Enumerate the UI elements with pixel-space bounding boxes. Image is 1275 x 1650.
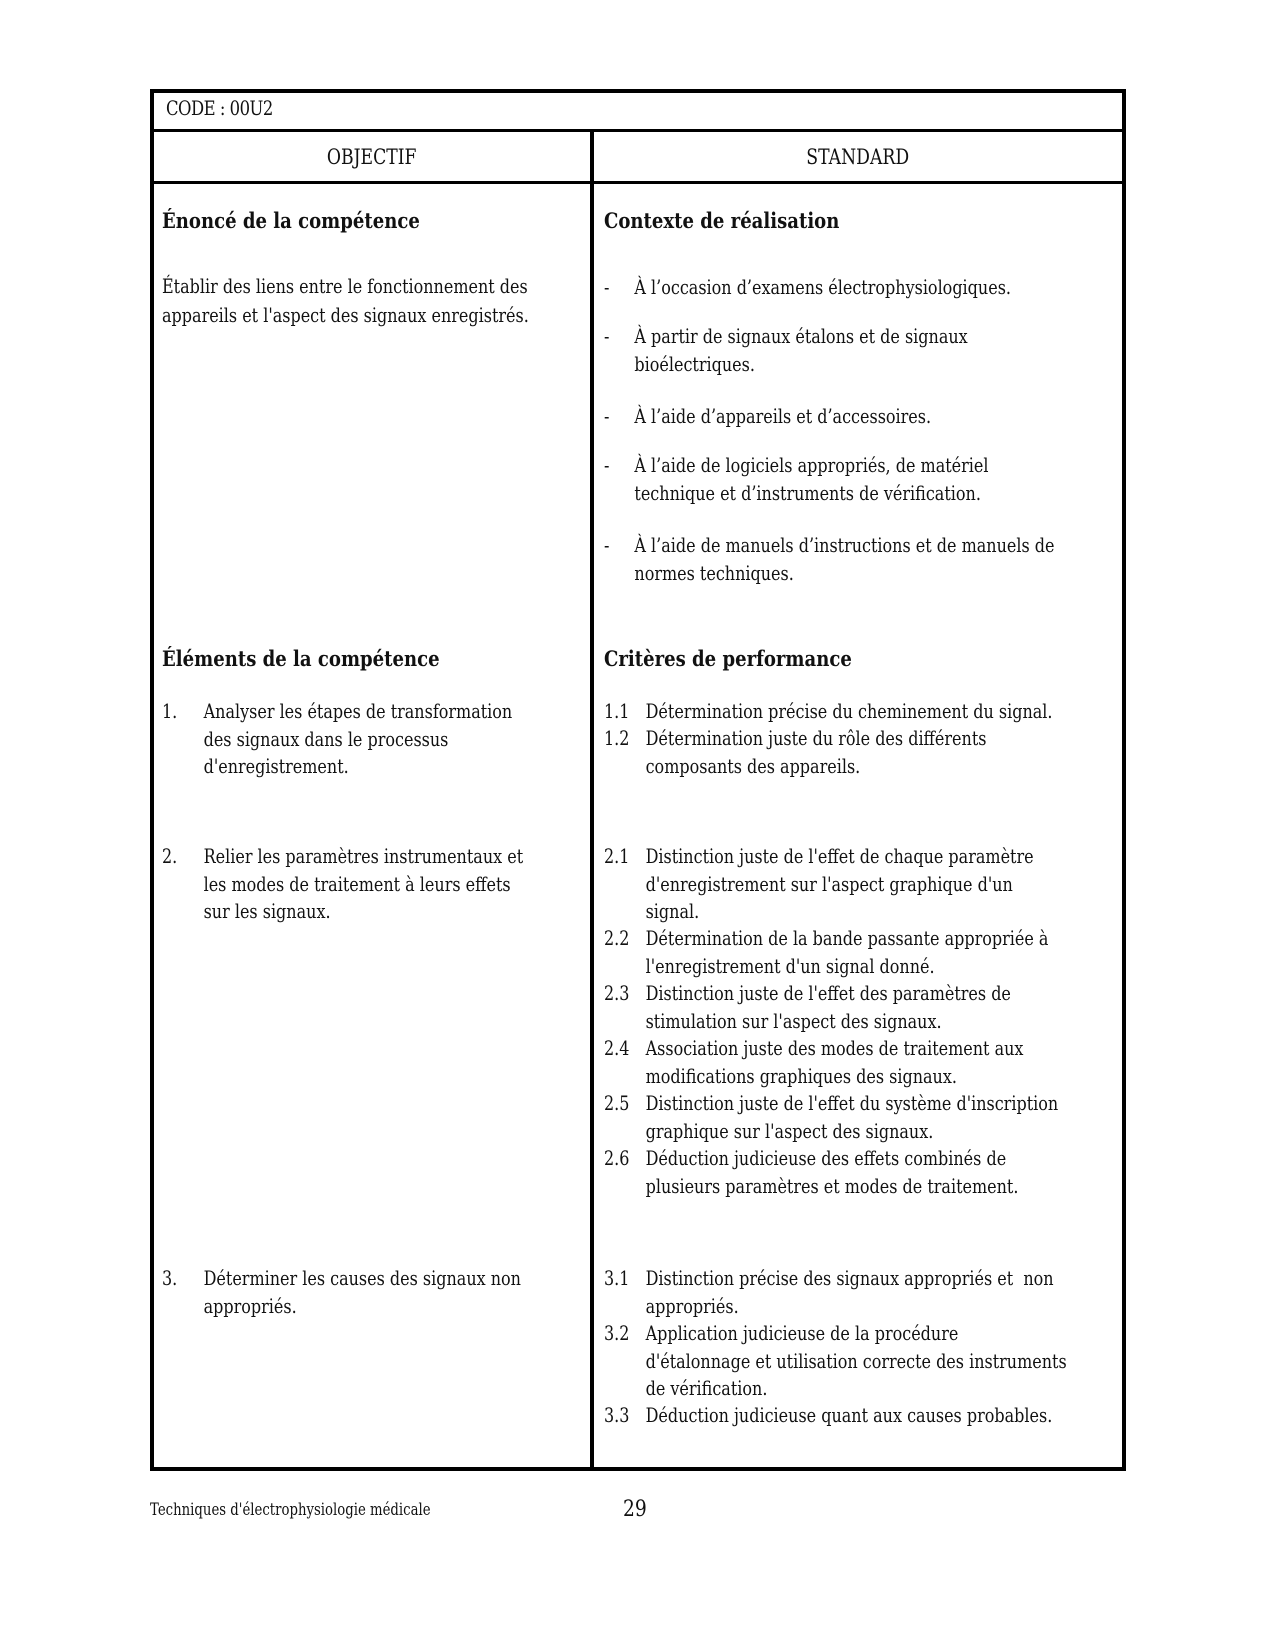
footer-program-title: Techniques d'électrophysiologie médicale: [150, 1500, 431, 1520]
column-header-row: [154, 132, 1122, 184]
column-divider: [590, 132, 594, 1467]
contexte-title: Contexte de réalisation: [604, 208, 840, 233]
page-number: 29: [623, 1497, 647, 1522]
criteres-title: Critères de performance: [604, 646, 852, 671]
competency-code: CODE : 00U2: [166, 96, 273, 120]
enonce-title: Énoncé de la compétence: [162, 208, 420, 233]
code-row: [154, 93, 1122, 132]
elements-title: Éléments de la compétence: [162, 646, 440, 671]
standard-column: Contexte de réalisation - À l’occasion d’examens électrophysiologiques. - À partir de signaux étalons et de signaux bioélectriques. - À l’aide d’appareils et d’accessoires. - À l’aide de logiciels appropriés, de matériel technique et d’instruments de vérification. - À l’aide de manuels d’instructions et de manuels de normes techniques. Critères de performance 1.1 Détermination précise du cheminement du signal. 1.2 Détermination juste du rôle des différents composants des appareils. 2.1 Distinction juste de l'effet de chaque paramètre d'enregistrement sur l'aspect graphique d'un signal. 2.2 Détermination de la bande passante appropriée à l'enregistrement d'un signal donné. 2.3 Distinction juste de l'effet des paramètres de stimulation sur l'aspect des signaux. 2.4 Association juste des modes de traitement aux modifications graphiques des signaux. 2.5 Distinction juste de l'effet du système d'inscription graphique sur l'aspect des signaux. 2.6 Déduction judicieuse des effets combinés de plusieurs paramètres et modes de traitement. 3.1 Distinction précise des signaux appropriés et non appropriés. 3.2 Application judicieuse de la procédure d'étalonnage et utilisation correcte des instruments de vérification. 3.3 Déduction judicieuse quant aux causes probables.: [604, 208, 1067, 1427]
standard-header: STANDARD: [806, 144, 910, 169]
enonce-text: Établir des liens entre le fonctionnement des appareils et l'aspect des signaux enregistrés.: [162, 274, 529, 327]
objectif-column: Énoncé de la compétence Établir des liens entre le fonctionnement des appareils et l'aspect des signaux enregistrés. Éléments de la compétence 1. Analyser les étapes de transformation des signaux dans le processus d'enregistrement. 2. Relier les paramètres instrumentaux et les modes de traitement à leurs effets sur les signaux. 3. Déterminer les causes des signaux non appropriés.: [162, 208, 529, 1318]
competency-table: [150, 89, 1126, 1471]
objectif-header: OBJECTIF: [327, 144, 417, 169]
